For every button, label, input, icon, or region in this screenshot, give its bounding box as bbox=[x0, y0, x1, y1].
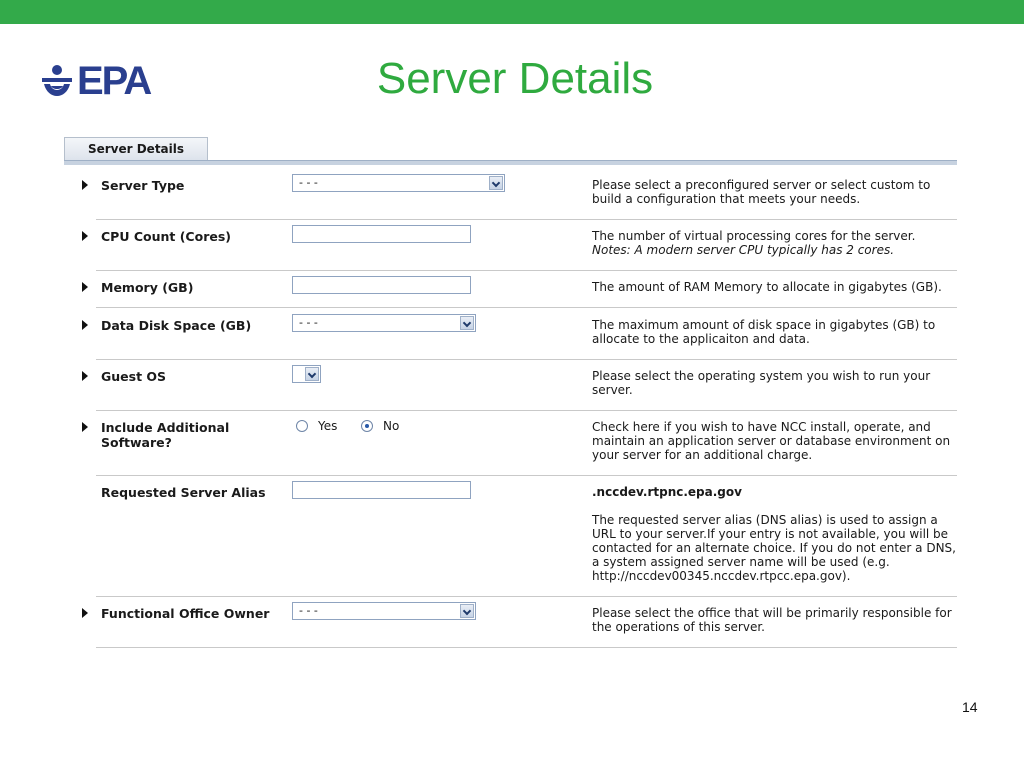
cpu-count-input[interactable] bbox=[292, 225, 471, 243]
server-type-label: Server Type bbox=[101, 178, 185, 193]
cpu-count-label: CPU Count (Cores) bbox=[101, 229, 231, 244]
server-type-desc: Please select a preconfigured server or select custom to build a configuration that meets your needs. bbox=[592, 178, 931, 206]
slide-title: Server Details bbox=[376, 54, 654, 103]
radio-yes[interactable] bbox=[296, 420, 308, 432]
radio-yes-label[interactable]: Yes bbox=[318, 419, 338, 433]
expand-arrow-icon[interactable] bbox=[82, 422, 88, 432]
office-owner-label: Functional Office Owner bbox=[101, 606, 270, 621]
chevron-down-icon[interactable] bbox=[460, 604, 474, 618]
row-divider bbox=[96, 219, 957, 220]
top-accent-bar bbox=[0, 0, 1024, 24]
radio-no[interactable] bbox=[361, 420, 373, 432]
server-alias-input[interactable] bbox=[292, 481, 471, 499]
data-disk-value: - - - bbox=[299, 316, 318, 329]
server-alias-desc-block bbox=[592, 485, 962, 583]
expand-arrow-icon[interactable] bbox=[82, 231, 88, 241]
chevron-down-icon[interactable] bbox=[460, 316, 474, 330]
cpu-count-note: Notes: A modern server CPU typically has 2 cores. bbox=[592, 243, 895, 257]
guest-os-select[interactable] bbox=[292, 365, 321, 383]
server-type-select[interactable] bbox=[292, 174, 505, 192]
chevron-down-icon[interactable] bbox=[305, 367, 319, 381]
memory-desc: The amount of RAM Memory to allocate in gigabytes (GB). bbox=[592, 280, 942, 294]
data-disk-desc: The maximum amount of disk space in gigabytes (GB) to allocate to the applicaiton and data. bbox=[592, 318, 936, 346]
office-owner-select[interactable] bbox=[292, 602, 476, 620]
logo-text: EPA bbox=[77, 59, 151, 103]
epa-logo bbox=[40, 60, 160, 102]
expand-arrow-icon[interactable] bbox=[82, 180, 88, 190]
office-owner-value: - - - bbox=[299, 604, 318, 617]
radio-no-label[interactable]: No bbox=[383, 419, 400, 433]
data-disk-select[interactable] bbox=[292, 314, 476, 332]
data-disk-label: Data Disk Space (GB) bbox=[101, 318, 252, 333]
row-divider bbox=[96, 410, 957, 411]
row-divider bbox=[96, 647, 957, 648]
cpu-count-desc bbox=[592, 229, 962, 257]
row-divider bbox=[96, 359, 957, 360]
expand-arrow-icon[interactable] bbox=[82, 320, 88, 330]
guest-os-label: Guest OS bbox=[101, 369, 167, 384]
memory-label: Memory (GB) bbox=[101, 280, 194, 295]
memory-input[interactable] bbox=[292, 276, 471, 294]
server-alias-domain: .nccdev.rtpnc.epa.gov bbox=[592, 485, 742, 499]
office-owner-desc: Please select the office that will be primarily responsible for the operations of this server. bbox=[592, 606, 952, 634]
additional-software-desc: Check here if you wish to have NCC install, operate, and maintain an application server or database environment on your server for an additional charge. bbox=[592, 420, 951, 462]
chevron-down-icon[interactable] bbox=[489, 176, 503, 190]
row-divider bbox=[96, 307, 957, 308]
epa-seal-icon bbox=[40, 64, 74, 100]
tab-underline bbox=[64, 160, 957, 165]
row-divider bbox=[96, 596, 957, 597]
expand-arrow-icon[interactable] bbox=[82, 371, 88, 381]
tab-server-details[interactable]: Server Details bbox=[64, 137, 208, 160]
server-type-value: - - - bbox=[299, 176, 318, 189]
page-number: 14 bbox=[962, 699, 978, 715]
expand-arrow-icon[interactable] bbox=[82, 608, 88, 618]
guest-os-desc: Please select the operating system you wish to run your server. bbox=[592, 369, 931, 397]
server-alias-desc: The requested server alias (DNS alias) is used to assign a URL to your server.If your entry is not available, you will be contacted for an alternate choice. If you do not enter a DNS, a system assigned server name will be used (e.g. http://nccdev00345.nccdev.rtpcc.epa.gov). bbox=[592, 513, 956, 583]
cpu-count-desc-text: The number of virtual processing cores for the server. bbox=[592, 229, 916, 243]
server-alias-label: Requested Server Alias bbox=[101, 485, 266, 500]
expand-arrow-icon[interactable] bbox=[82, 282, 88, 292]
additional-software-label: Include Additional Software? bbox=[101, 420, 230, 450]
row-divider bbox=[96, 270, 957, 271]
row-divider bbox=[96, 475, 957, 476]
